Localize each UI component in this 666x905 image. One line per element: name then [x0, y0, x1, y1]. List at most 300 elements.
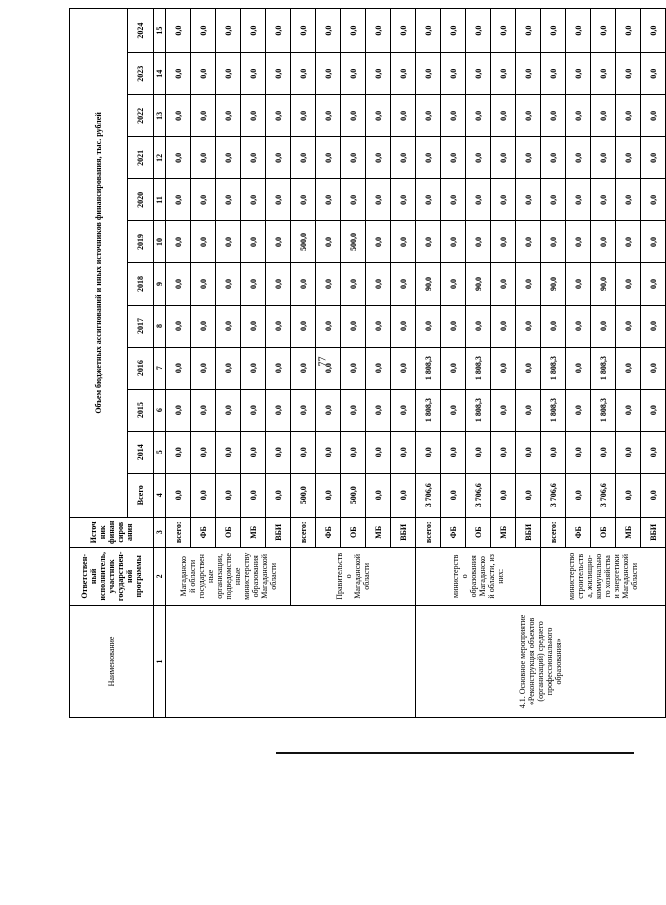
year-value-cell: 0,0 [166, 221, 191, 263]
year-value-cell: 0,0 [341, 53, 366, 95]
horizontal-rule [276, 752, 634, 754]
year-value-cell: 0,0 [191, 431, 216, 473]
year-value-cell: 0,0 [191, 221, 216, 263]
year-value-cell: 0,0 [516, 221, 541, 263]
year-value-cell: 0,0 [516, 389, 541, 431]
header-year: 2017 [128, 305, 154, 347]
year-value-cell: 0,0 [491, 137, 516, 179]
column-number: 5 [154, 431, 166, 473]
source-cell: МБ [366, 517, 391, 547]
year-value-cell: 0,0 [316, 179, 341, 221]
column-number: 8 [154, 305, 166, 347]
year-value-cell: 0,0 [541, 305, 566, 347]
column-number: 11 [154, 179, 166, 221]
year-value-cell: 0,0 [541, 9, 566, 53]
year-value-cell: 0,0 [541, 53, 566, 95]
column-number: 3 [154, 517, 166, 547]
year-value-cell: 0,0 [466, 431, 491, 473]
year-value-cell: 0,0 [241, 305, 266, 347]
year-value-cell: 0,0 [341, 305, 366, 347]
executor-line: коммунально [594, 553, 603, 599]
year-value-cell: 0,0 [591, 53, 616, 95]
year-value-cell: 0,0 [216, 179, 241, 221]
executor-line: области [362, 562, 371, 590]
year-value-cell: 0,0 [641, 389, 666, 431]
year-value-cell: 0,0 [616, 95, 641, 137]
year-value-cell: 0,0 [491, 389, 516, 431]
executor-line: Магаданско [178, 556, 188, 597]
year-value-cell: 0,0 [266, 53, 291, 95]
year-value-cell: 0,0 [366, 95, 391, 137]
year-value-cell: 0,0 [291, 95, 316, 137]
header-year: 2023 [128, 53, 154, 95]
header-year: 2019 [128, 221, 154, 263]
year-value-cell: 0,0 [341, 95, 366, 137]
executor-line: й области, из [487, 554, 496, 599]
year-value-cell: 0,0 [391, 179, 416, 221]
year-value-cell: 0,0 [441, 221, 466, 263]
year-value-cell: 0,0 [491, 179, 516, 221]
measure-name-line: «Реконструкция объектов [527, 617, 536, 706]
executor-line: нные [232, 567, 242, 586]
total-value-cell: 0,0 [216, 473, 241, 517]
source-cell: ВБИ [266, 517, 291, 547]
year-value-cell: 0,0 [541, 137, 566, 179]
year-value-cell: 1 808,3 [416, 347, 441, 389]
measure-name [416, 605, 666, 717]
header-year: 2021 [128, 137, 154, 179]
year-value-cell: 0,0 [241, 347, 266, 389]
source-cell: всего: [416, 517, 441, 547]
executor-line: Магаданской [259, 553, 269, 599]
header-volume: Объем бюджетных ассигнований и иных источников финансирования, тыс. рублей [70, 9, 128, 518]
year-value-cell: 0,0 [591, 9, 616, 53]
executor-cell [291, 547, 416, 605]
year-value-cell: 0,0 [516, 263, 541, 305]
year-value-cell: 0,0 [466, 305, 491, 347]
source-cell: ОБ [216, 517, 241, 547]
header-year: 2015 [128, 389, 154, 431]
column-number: 6 [154, 389, 166, 431]
year-value-cell: 0,0 [316, 347, 341, 389]
year-value-cell: 0,0 [266, 9, 291, 53]
total-value-cell: 3 706,6 [591, 473, 616, 517]
column-number: 7 [154, 347, 166, 389]
year-value-cell: 0,0 [266, 305, 291, 347]
year-value-cell: 0,0 [366, 179, 391, 221]
year-value-cell: 0,0 [466, 9, 491, 53]
total-value-cell: 0,0 [241, 473, 266, 517]
column-number: 9 [154, 263, 166, 305]
total-value-cell: 0,0 [566, 473, 591, 517]
year-value-cell: 0,0 [166, 53, 191, 95]
year-value-cell: 0,0 [341, 389, 366, 431]
year-value-cell: 0,0 [191, 347, 216, 389]
year-value-cell: 0,0 [166, 137, 191, 179]
total-value-cell: 0,0 [491, 473, 516, 517]
year-value-cell: 90,0 [416, 263, 441, 305]
year-value-cell: 0,0 [166, 389, 191, 431]
year-value-cell: 0,0 [416, 9, 441, 53]
year-value-cell: 0,0 [391, 137, 416, 179]
year-value-cell: 0,0 [291, 179, 316, 221]
year-value-cell: 0,0 [391, 347, 416, 389]
year-value-cell: 0,0 [191, 137, 216, 179]
year-value-cell: 0,0 [566, 9, 591, 53]
total-value-cell: 0,0 [516, 473, 541, 517]
total-value-cell: 0,0 [641, 473, 666, 517]
year-value-cell: 0,0 [416, 431, 441, 473]
table-row [166, 9, 191, 718]
year-value-cell: 0,0 [216, 9, 241, 53]
year-value-cell: 0,0 [516, 9, 541, 53]
executor-line: образования [469, 555, 478, 598]
year-value-cell: 0,0 [591, 431, 616, 473]
year-value-cell: 0,0 [241, 137, 266, 179]
year-value-cell: 0,0 [516, 95, 541, 137]
year-value-cell: 0,0 [291, 53, 316, 95]
column-number: 10 [154, 221, 166, 263]
year-value-cell: 0,0 [491, 431, 516, 473]
year-value-cell: 0,0 [391, 221, 416, 263]
year-value-cell: 0,0 [641, 95, 666, 137]
year-value-cell: 0,0 [241, 53, 266, 95]
column-number: 14 [154, 53, 166, 95]
year-value-cell: 0,0 [416, 179, 441, 221]
total-value-cell: 0,0 [441, 473, 466, 517]
column-number: 15 [154, 9, 166, 53]
year-value-cell: 0,0 [641, 431, 666, 473]
year-value-cell: 0,0 [341, 179, 366, 221]
year-value-cell: 0,0 [491, 53, 516, 95]
year-value-cell: 0,0 [591, 95, 616, 137]
year-value-cell: 0,0 [616, 9, 641, 53]
year-value-cell: 0,0 [216, 347, 241, 389]
total-value-cell: 0,0 [266, 473, 291, 517]
year-value-cell: 0,0 [216, 53, 241, 95]
year-value-cell: 0,0 [466, 179, 491, 221]
total-value-cell: 0,0 [166, 473, 191, 517]
year-value-cell: 0,0 [566, 179, 591, 221]
executor-line: Магаданской [353, 553, 362, 599]
year-value-cell: 0,0 [641, 263, 666, 305]
executor-cell [416, 547, 541, 605]
page-number: 77 [317, 356, 329, 367]
year-value-cell: 0,0 [316, 53, 341, 95]
executor-line: министерство [567, 552, 576, 600]
year-value-cell: 0,0 [191, 263, 216, 305]
rotated-table-container [69, 8, 658, 718]
executor-line: образования [250, 555, 260, 598]
year-value-cell: 0,0 [341, 347, 366, 389]
executor-line: министерству [241, 552, 251, 600]
header-year: 2018 [128, 263, 154, 305]
year-value-cell: 0,0 [316, 389, 341, 431]
header-source: Источ ник финан сиров ания [70, 517, 154, 547]
year-value-cell: 0,0 [491, 305, 516, 347]
column-number: 4 [154, 473, 166, 517]
executor-line: министерств [451, 554, 460, 598]
year-value-cell: 0,0 [291, 263, 316, 305]
header-total: Всего [128, 473, 154, 517]
year-value-cell: 0,0 [266, 221, 291, 263]
year-value-cell: 0,0 [316, 95, 341, 137]
year-value-cell: 0,0 [191, 389, 216, 431]
year-value-cell: 0,0 [391, 263, 416, 305]
year-value-cell: 0,0 [291, 9, 316, 53]
executor-line: них: [496, 568, 505, 584]
source-cell: ФБ [191, 517, 216, 547]
source-cell: ВБИ [516, 517, 541, 547]
year-value-cell: 0,0 [616, 53, 641, 95]
year-value-cell: 0,0 [191, 53, 216, 95]
year-value-cell: 0,0 [441, 137, 466, 179]
executor-line: Магаданско [478, 556, 487, 597]
year-value-cell: 0,0 [341, 137, 366, 179]
year-value-cell: 0,0 [166, 347, 191, 389]
year-value-cell: 0,0 [416, 53, 441, 95]
year-value-cell: 1 808,3 [591, 347, 616, 389]
year-value-cell: 0,0 [391, 305, 416, 347]
column-number: 13 [154, 95, 166, 137]
year-value-cell: 0,0 [641, 305, 666, 347]
year-value-cell: 0,0 [566, 53, 591, 95]
year-value-cell: 0,0 [291, 389, 316, 431]
year-value-cell: 0,0 [266, 347, 291, 389]
executor-line: строительств [576, 553, 585, 599]
header-year: 2024 [128, 9, 154, 53]
executor-line: го хозяйства [603, 555, 612, 598]
year-value-cell: 0,0 [366, 137, 391, 179]
executor-line: Правительств [335, 552, 344, 600]
year-value-cell: 500,0 [341, 221, 366, 263]
year-value-cell: 0,0 [566, 95, 591, 137]
total-value-cell: 0,0 [316, 473, 341, 517]
year-value-cell: 0,0 [216, 431, 241, 473]
executor-line: а, жилищно- [585, 554, 594, 598]
year-value-cell: 0,0 [366, 431, 391, 473]
year-value-cell: 0,0 [491, 347, 516, 389]
year-value-cell: 0,0 [516, 179, 541, 221]
executor-cell [166, 547, 291, 605]
year-value-cell: 0,0 [241, 9, 266, 53]
year-value-cell: 0,0 [441, 389, 466, 431]
year-value-cell: 0,0 [291, 347, 316, 389]
year-value-cell: 0,0 [641, 53, 666, 95]
year-value-cell: 0,0 [516, 137, 541, 179]
year-value-cell: 0,0 [491, 95, 516, 137]
year-value-cell: 0,0 [366, 221, 391, 263]
year-value-cell: 0,0 [241, 263, 266, 305]
year-value-cell: 0,0 [291, 431, 316, 473]
year-value-cell: 0,0 [441, 431, 466, 473]
year-value-cell: 0,0 [366, 347, 391, 389]
year-value-cell: 0,0 [441, 263, 466, 305]
source-cell: ФБ [316, 517, 341, 547]
year-value-cell: 0,0 [591, 179, 616, 221]
year-value-cell: 0,0 [441, 305, 466, 347]
year-value-cell: 0,0 [616, 347, 641, 389]
year-value-cell: 0,0 [591, 305, 616, 347]
year-value-cell: 0,0 [616, 221, 641, 263]
year-value-cell: 0,0 [216, 263, 241, 305]
year-value-cell: 0,0 [216, 95, 241, 137]
year-value-cell: 1 808,3 [541, 389, 566, 431]
year-value-cell: 0,0 [341, 431, 366, 473]
year-value-cell: 0,0 [541, 221, 566, 263]
year-value-cell: 0,0 [266, 263, 291, 305]
year-value-cell: 0,0 [591, 137, 616, 179]
year-value-cell: 0,0 [441, 95, 466, 137]
year-value-cell: 0,0 [466, 95, 491, 137]
column-number: 1 [154, 605, 166, 717]
year-value-cell: 0,0 [391, 389, 416, 431]
year-value-cell: 0,0 [166, 95, 191, 137]
header-year: 2020 [128, 179, 154, 221]
year-value-cell: 0,0 [391, 431, 416, 473]
source-cell: МБ [241, 517, 266, 547]
source-cell: ВБИ [641, 517, 666, 547]
year-value-cell: 0,0 [441, 179, 466, 221]
year-value-cell: 0,0 [466, 137, 491, 179]
year-value-cell: 0,0 [366, 263, 391, 305]
year-value-cell: 0,0 [641, 179, 666, 221]
year-value-cell: 0,0 [266, 179, 291, 221]
executor-line: государствен [196, 554, 206, 599]
source-cell: ВБИ [391, 517, 416, 547]
year-value-cell: 500,0 [291, 221, 316, 263]
year-value-cell: 0,0 [191, 9, 216, 53]
total-value-cell: 3 706,6 [416, 473, 441, 517]
year-value-cell: 0,0 [241, 431, 266, 473]
executor-line: ные [205, 569, 215, 583]
year-value-cell: 0,0 [366, 9, 391, 53]
total-value-cell: 3 706,6 [466, 473, 491, 517]
year-value-cell: 0,0 [341, 263, 366, 305]
year-value-cell: 0,0 [266, 137, 291, 179]
year-value-cell: 0,0 [566, 263, 591, 305]
source-cell: ОБ [591, 517, 616, 547]
source-cell: МБ [616, 517, 641, 547]
source-cell: всего: [166, 517, 191, 547]
measure-name-continued [166, 605, 416, 717]
year-value-cell: 0,0 [391, 9, 416, 53]
year-value-cell: 0,0 [416, 221, 441, 263]
year-value-cell: 0,0 [441, 53, 466, 95]
source-cell: МБ [491, 517, 516, 547]
source-cell: ФБ [566, 517, 591, 547]
year-value-cell: 0,0 [241, 221, 266, 263]
year-value-cell: 1 808,3 [541, 347, 566, 389]
table-row [416, 9, 441, 718]
year-value-cell: 0,0 [166, 431, 191, 473]
total-value-cell: 3 706,6 [541, 473, 566, 517]
year-value-cell: 0,0 [216, 389, 241, 431]
year-value-cell: 0,0 [616, 305, 641, 347]
executor-line: о [460, 574, 469, 579]
column-number: 2 [154, 547, 166, 605]
header-year: 2022 [128, 95, 154, 137]
year-value-cell: 0,0 [166, 9, 191, 53]
total-value-cell: 0,0 [616, 473, 641, 517]
measure-name-line: профессионального образования» [545, 627, 563, 696]
year-value-cell: 0,0 [391, 95, 416, 137]
year-value-cell: 0,0 [366, 389, 391, 431]
year-value-cell: 0,0 [516, 431, 541, 473]
executor-line: подведомстве [223, 553, 233, 600]
year-value-cell: 0,0 [291, 137, 316, 179]
year-value-cell: 0,0 [441, 347, 466, 389]
year-value-cell: 0,0 [516, 347, 541, 389]
total-value-cell: 500,0 [341, 473, 366, 517]
year-value-cell: 0,0 [516, 53, 541, 95]
year-value-cell: 0,0 [216, 221, 241, 263]
year-value-cell: 0,0 [166, 179, 191, 221]
year-value-cell: 0,0 [416, 137, 441, 179]
year-value-cell: 0,0 [491, 221, 516, 263]
header-year: 2016 [128, 347, 154, 389]
year-value-cell: 0,0 [466, 53, 491, 95]
source-cell: ОБ [466, 517, 491, 547]
year-value-cell: 0,0 [616, 137, 641, 179]
year-value-cell: 0,0 [316, 137, 341, 179]
executor-line: и энергетики [612, 554, 621, 599]
executor-line: й области [187, 559, 197, 593]
executor-line: области [630, 562, 639, 590]
measure-name-line: (организаций) среднего [536, 621, 545, 702]
year-value-cell: 0,0 [641, 137, 666, 179]
year-value-cell: 0,0 [216, 305, 241, 347]
year-value-cell: 0,0 [641, 347, 666, 389]
year-value-cell: 0,0 [566, 305, 591, 347]
year-value-cell: 0,0 [266, 389, 291, 431]
total-value-cell: 0,0 [191, 473, 216, 517]
year-value-cell: 0,0 [316, 431, 341, 473]
year-value-cell: 0,0 [191, 95, 216, 137]
year-value-cell: 0,0 [266, 431, 291, 473]
year-value-cell: 90,0 [541, 263, 566, 305]
year-value-cell: 0,0 [616, 179, 641, 221]
total-value-cell: 500,0 [291, 473, 316, 517]
total-value-cell: 0,0 [391, 473, 416, 517]
year-value-cell: 0,0 [316, 305, 341, 347]
total-value-cell: 0,0 [366, 473, 391, 517]
year-value-cell: 0,0 [366, 53, 391, 95]
executor-line: организации, [214, 553, 224, 599]
measure-name-line: 4.1. Основное мероприятие [518, 614, 527, 709]
executor-line: о [344, 574, 353, 579]
year-value-cell: 0,0 [541, 95, 566, 137]
year-value-cell: 0,0 [416, 95, 441, 137]
year-value-cell: 0,0 [566, 347, 591, 389]
year-value-cell: 0,0 [541, 431, 566, 473]
year-value-cell: 0,0 [166, 263, 191, 305]
year-value-cell: 0,0 [591, 221, 616, 263]
year-value-cell: 0,0 [566, 221, 591, 263]
year-value-cell: 0,0 [241, 95, 266, 137]
year-value-cell: 0,0 [491, 263, 516, 305]
year-value-cell: 0,0 [641, 9, 666, 53]
year-value-cell: 0,0 [616, 431, 641, 473]
year-value-cell: 90,0 [466, 263, 491, 305]
executor-line: Магаданской [621, 553, 630, 599]
header-year: 2014 [128, 431, 154, 473]
header-executor: Ответствен-ный исполнитель, участник государствен-ной программы [70, 547, 154, 605]
year-value-cell: 0,0 [316, 9, 341, 53]
source-cell: ОБ [341, 517, 366, 547]
header-name: Наименование [70, 605, 154, 717]
year-value-cell: 0,0 [241, 179, 266, 221]
